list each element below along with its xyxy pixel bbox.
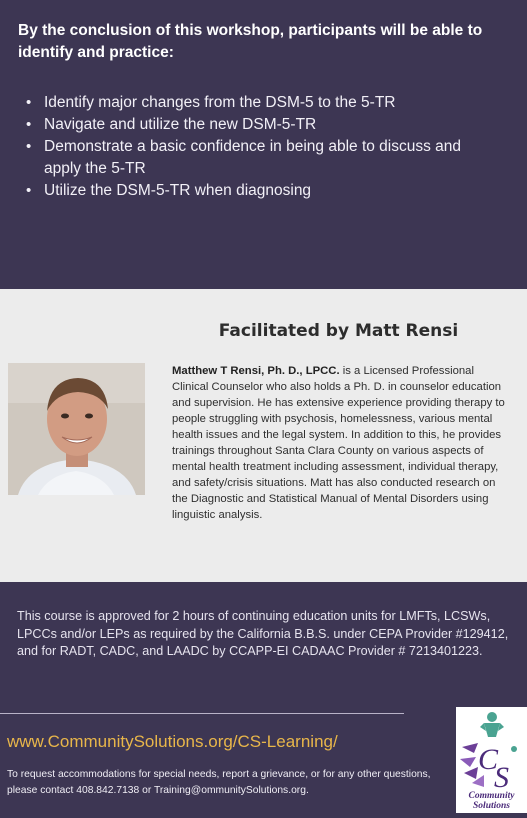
objectives-section (0, 0, 527, 289)
website-link[interactable]: www.CommunitySolutions.org/CS-Learning/ (7, 732, 338, 751)
logo-text: Community Solutions (468, 791, 515, 811)
objective-item: • Navigate and utilize the new DSM-5-TR (26, 114, 496, 136)
divider (0, 713, 404, 714)
community-solutions-logo (456, 707, 527, 813)
bullet-icon: • (26, 182, 32, 199)
accommodations-text: To request accommodations for special needs, report a grievance, or for any other questions, please contact 408.842.7138 or Training@ommunitySolutions.org. (7, 769, 431, 796)
svg-text:C: C (478, 743, 499, 776)
intro-heading: By the conclusion of this workshop, participants will be able to identify and practice: (18, 22, 483, 61)
logo-mark-icon (456, 707, 527, 793)
objective-item: • Utilize the DSM-5-TR when diagnosing (26, 180, 496, 202)
facilitator-name: Matthew T Rensi, Ph. D., LPCC. (172, 365, 340, 377)
bullet-icon: • (26, 138, 32, 155)
objective-item: • Identify major changes from the DSM-5 to the 5-TR (26, 92, 496, 114)
facilitator-section (0, 289, 527, 582)
facilitator-bio-text: is a Licensed Professional Clinical Counselor who also holds a Ph. D. in counselor education and supervision. He has extensive experience providing therapy to people struggling with psychosis, homelessness, various mental health issues and the legal system. In addition to this, he provides trainings throughout Santa Clara County on various aspects of mental health treatment including assessment, individual therapy, and safety/crisis situations. Matt has also conducted research on the Diagnostic and Statistical Manual of Mental Disorders using linguistic analysis. (172, 365, 505, 521)
objective-item: • Demonstrate a basic confidence in being able to discuss and apply the 5-TR (26, 138, 462, 177)
facilitator-photo (8, 363, 145, 495)
objectives-list (26, 92, 496, 202)
footer-section (0, 582, 527, 818)
facilitator-heading: Facilitated by Matt Rensi (218, 321, 459, 341)
facilitator-bio (172, 363, 512, 523)
svg-text:S: S (494, 761, 509, 793)
bullet-icon: • (26, 116, 32, 133)
bullet-icon: • (26, 94, 32, 111)
approval-text: This course is approved for 2 hours of continuing education units for LMFTs, LCSWs, LPCCs and/or LEPs as required by the California B.B.S. under CEPA Provider #129412, and for RADT, CADC, and LAADC by CCAPP-EI CADAAC Provider # 7213401223. (17, 609, 509, 658)
